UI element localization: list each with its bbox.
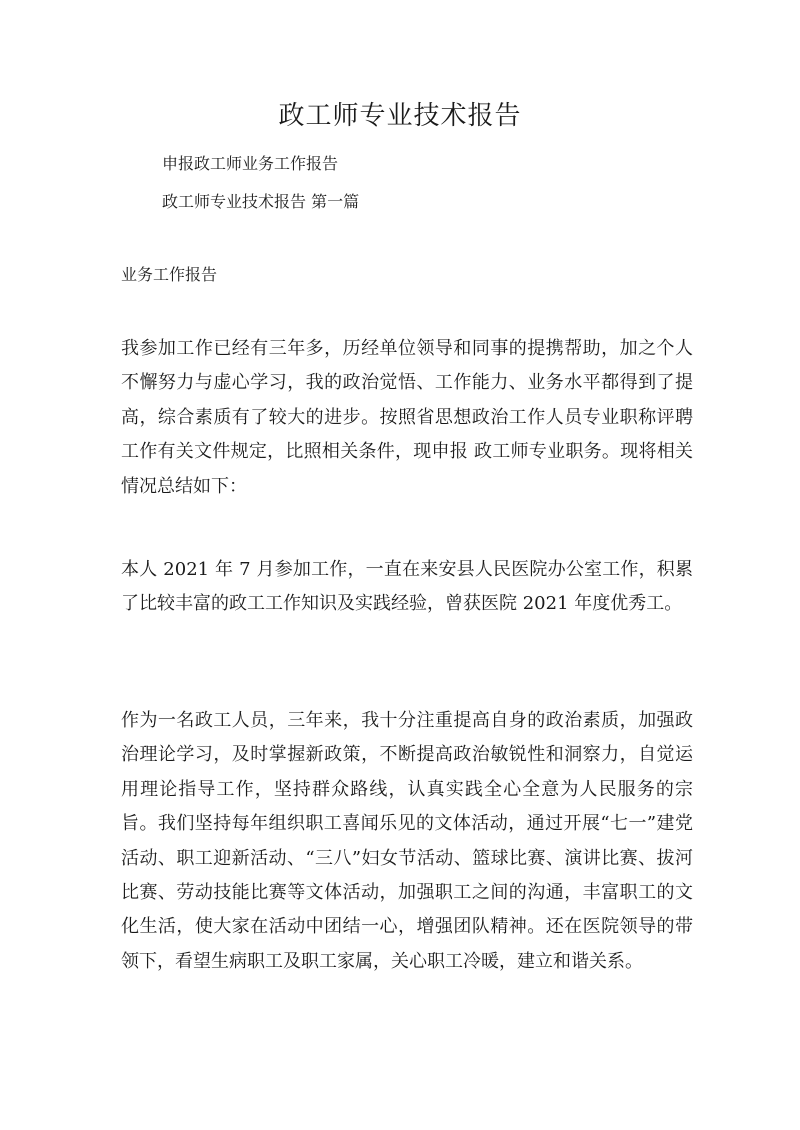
subtitle-line-2: 政工师专业技术报告 第一篇 <box>162 192 360 211</box>
subtitle-line-1: 申报政工师业务工作报告 <box>162 154 339 173</box>
paragraph-3: 作为一名政工人员，三年来，我十分注重提高自身的政治素质，加强政治理论学习，及时掌握新政策，不断提高政治敏锐性和洞察力，自觉运用理论指导工作，坚持群众路线，认真实践全心全意为人民服务的宗旨。我们坚持每年组织职工喜闻乐见的文体活动，通过开展“七一”建党活动、职工迎新活动、“三八”妇女节活动、篮球比赛、演讲比赛、拔河比赛、劳动技能比赛等文体活动，加强职工之间的沟通，丰富职工的文化生活，使大家在活动中团结一心，增强团队精神。还在医院领导的带领下，看望生病职工及职工家属，关心职工冷暖，建立和谐关系。 <box>121 710 693 972</box>
paragraph-1: 我参加工作已经有三年多，历经单位领导和同事的提携帮助，加之个人不懈努力与虚心学习，我的政治觉悟、工作能力、业务水平都得到了提高，综合素质有了较大的进步。按照省思想政治工作人员专业职称评聘工作有关文件规定，比照相关条件，现申报 政工师专业职务。现将相关情况总结如下： <box>121 338 693 497</box>
paragraph-2: 本人 2021 年 7 月参加工作，一直在来安县人民医院办公室工作，积累了比较丰富的政工工作知识及实践经验，曾获医院 2021 年度优秀工。 <box>121 559 693 615</box>
document-title: 政工师专业技术报告 <box>278 101 522 131</box>
section-heading: 业务工作报告 <box>121 265 218 284</box>
